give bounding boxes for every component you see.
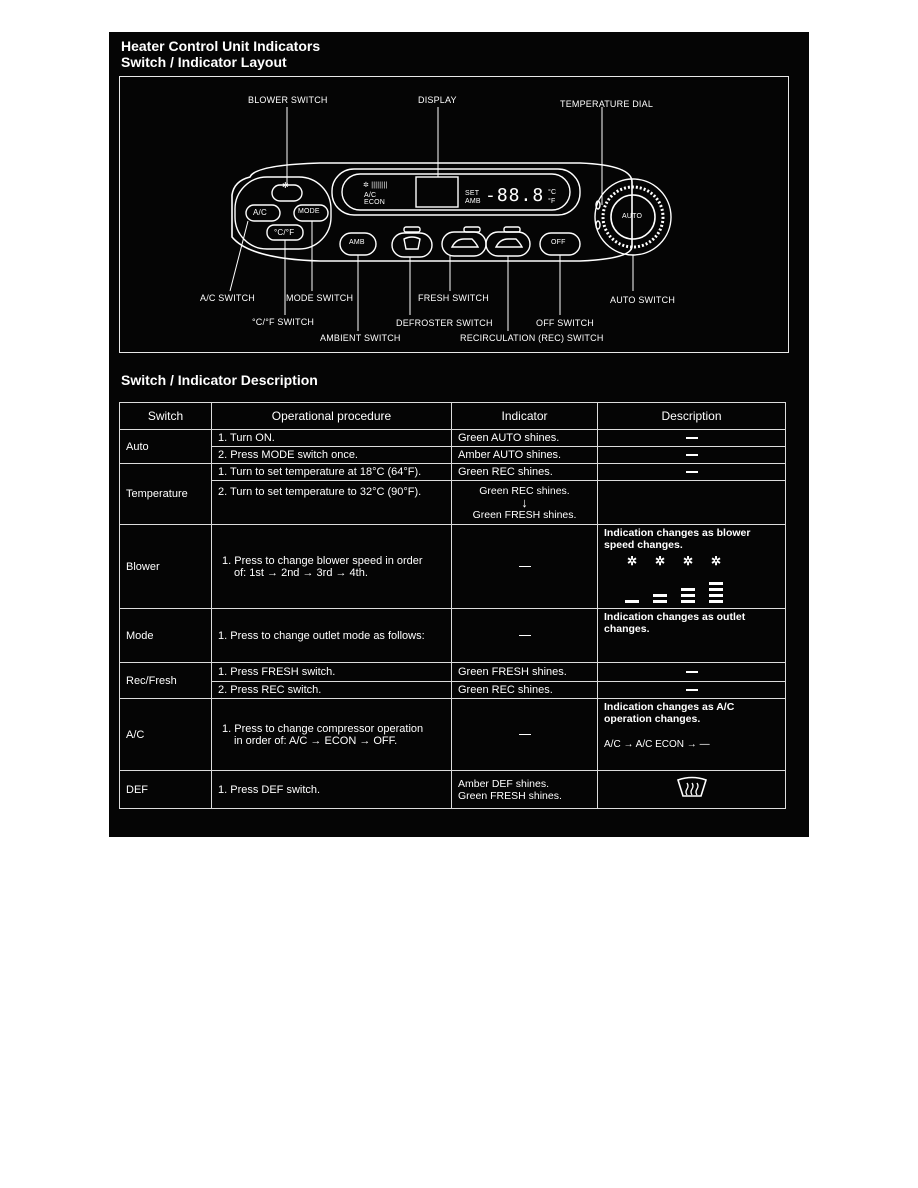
heading-description: Switch / Indicator Description <box>121 372 318 388</box>
procedure-cell <box>212 525 452 609</box>
table-header-row <box>120 403 786 430</box>
dash-mark <box>686 671 698 673</box>
auto-button[interactable]: AUTO <box>622 213 643 220</box>
procedure-cell: 2. Turn to set temperature to 32°C (90°F). <box>212 481 452 525</box>
switch-name-def: DEF <box>120 771 212 809</box>
procedure-cell: 2. Press REC switch. <box>212 682 452 699</box>
callout-mode-switch: MODE SWITCH <box>286 293 354 303</box>
callout-blower-switch: BLOWER SWITCH <box>248 95 328 105</box>
indicator-line: Green FRESH shines. <box>472 508 577 521</box>
callout-ac-switch: A/C SWITCH <box>200 293 255 303</box>
fan-icon: ✲ <box>682 554 694 568</box>
blower-bar <box>709 588 723 591</box>
indicator-cell <box>452 609 598 663</box>
table-row <box>120 447 786 464</box>
table-row <box>120 609 786 663</box>
dash-mark <box>686 454 698 456</box>
dash-mark <box>686 471 698 473</box>
blower-bars <box>625 571 639 603</box>
dash-mark <box>519 734 531 736</box>
display-ac-label: A/C <box>364 192 377 199</box>
callout-cf-switch: °C/°F SWITCH <box>252 317 315 327</box>
col-header-switch: Switch <box>120 403 212 430</box>
blower-bars <box>653 571 667 603</box>
switch-description-table <box>119 402 786 809</box>
table-row <box>120 663 786 682</box>
heading-title: Heater Control Unit Indicators <box>121 38 321 54</box>
procedure-cell: 1. Press DEF switch. <box>212 771 452 809</box>
description-cell <box>598 682 786 699</box>
indicator-cell: Green FRESH shines. <box>452 663 598 682</box>
dash-mark <box>519 566 531 568</box>
blower-bars <box>709 571 723 603</box>
procedure-cell: 1. Press to change outlet mode as follows: <box>212 609 452 663</box>
blower-level-indicator <box>678 555 698 603</box>
callout-rec-switch: RECIRCULATION (REC) SWITCH <box>460 333 604 343</box>
switch-name-blower: Blower <box>120 525 212 609</box>
description-cell <box>598 430 786 447</box>
procedure-line: 1. Press to change compressor operation <box>222 722 424 735</box>
procedure-line: of: 1st → 2nd → 3rd → 4th. <box>234 566 368 579</box>
control-unit-illustration <box>120 77 788 352</box>
indicator-line: Amber DEF shines. <box>458 777 550 790</box>
callout-ambient-switch: AMBIENT SWITCH <box>320 333 401 343</box>
callout-fresh-switch: FRESH SWITCH <box>418 293 489 303</box>
indicator-cell: Amber AUTO shines. <box>452 447 598 464</box>
display-temp-digits: -88.8 <box>485 185 545 206</box>
switch-name-mode: Mode <box>120 609 212 663</box>
ac-step-sequence: A/C → A/C ECON → — <box>604 739 710 750</box>
procedure-cell <box>212 699 452 771</box>
table-row <box>120 464 786 481</box>
table-row <box>120 699 786 771</box>
display-set-label: SET <box>465 190 480 197</box>
procedure-cell: 2. Press MODE switch once. <box>212 447 452 464</box>
display-econ-label: ECON <box>364 199 386 206</box>
blower-bar <box>625 600 639 603</box>
indicator-cell: Green AUTO shines. <box>452 430 598 447</box>
blower-bars <box>681 571 695 603</box>
blower-bar <box>653 594 667 597</box>
blower-bar <box>681 588 695 591</box>
indicator-cell <box>452 481 598 525</box>
procedure-cell: 1. Turn ON. <box>212 430 452 447</box>
switch-name-ac: A/C <box>120 699 212 771</box>
description-cell <box>598 771 786 809</box>
off-button[interactable]: OFF <box>551 239 566 246</box>
blower-bar <box>709 600 723 603</box>
description-cell <box>598 525 786 609</box>
blower-bar <box>681 594 695 597</box>
description-text: Indication changes as blower speed changes. <box>604 527 751 551</box>
switch-name-temperature: Temperature <box>120 464 212 525</box>
manual-page-panel <box>109 32 809 837</box>
description-cell <box>598 464 786 481</box>
dash-mark <box>686 437 698 439</box>
indicator-line: Green FRESH shines. <box>458 789 562 802</box>
switch-layout-diagram <box>119 76 789 353</box>
indicator-cell: Green REC shines. <box>452 682 598 699</box>
switch-name-recfresh: Rec/Fresh <box>120 663 212 699</box>
down-arrow-icon: ↓ <box>521 494 528 510</box>
display-f-label: °F <box>548 198 556 205</box>
dash-mark <box>686 689 698 691</box>
description-cell <box>598 447 786 464</box>
col-header-indicator: Indicator <box>452 403 598 430</box>
switch-name-auto: Auto <box>120 430 212 464</box>
callout-display: DISPLAY <box>418 95 457 105</box>
indicator-cell <box>452 699 598 771</box>
callout-temperature-dial: TEMPERATURE DIAL <box>560 99 654 109</box>
table-row <box>120 525 786 609</box>
description-cell <box>598 699 786 771</box>
fan-icon: ✲ <box>654 554 666 568</box>
description-cell <box>598 481 786 525</box>
callout-defroster-switch: DEFROSTER SWITCH <box>396 318 493 328</box>
defroster-icon <box>675 776 709 800</box>
indicator-cell: Green REC shines. <box>452 464 598 481</box>
cf-button[interactable]: °C/°F <box>274 228 295 237</box>
table-row <box>120 430 786 447</box>
description-text: Indication changes as A/C operation changes. <box>604 701 735 725</box>
procedure-cell: 1. Press FRESH switch. <box>212 663 452 682</box>
fan-icon: ✲ <box>710 554 722 568</box>
display-amb-label: AMB <box>465 198 481 205</box>
blower-bar <box>681 600 695 603</box>
indicator-cell <box>452 525 598 609</box>
description-cell: Indication changes as outlet changes. <box>598 609 786 663</box>
heading-layout: Switch / Indicator Layout <box>121 54 287 70</box>
ac-button[interactable]: A/C <box>253 208 267 217</box>
procedure-line: 1. Press to change blower speed in order <box>222 554 423 567</box>
blower-bar <box>709 582 723 585</box>
blower-button-icon[interactable]: ✲ <box>282 181 289 190</box>
display-c-label: °C <box>548 189 557 196</box>
callout-off-switch: OFF SWITCH <box>536 318 594 328</box>
mode-button[interactable]: MODE <box>298 208 320 215</box>
procedure-line: in order of: A/C → ECON → OFF. <box>234 734 398 747</box>
col-header-description: Description <box>598 403 786 430</box>
amb-button[interactable]: AMB <box>349 239 365 246</box>
blower-level-indicator <box>650 555 670 603</box>
blower-level-indicator <box>706 555 726 603</box>
table-row <box>120 771 786 809</box>
description-cell <box>598 663 786 682</box>
col-header-procedure: Operational procedure <box>212 403 452 430</box>
fan-icon: ✲ <box>626 554 638 568</box>
table-row <box>120 682 786 699</box>
procedure-cell: 1. Turn to set temperature at 18°C (64°F). <box>212 464 452 481</box>
indicator-cell <box>452 771 598 809</box>
blower-level-indicator <box>622 555 642 603</box>
blower-bar <box>709 594 723 597</box>
blower-bar <box>653 600 667 603</box>
callout-auto-switch: AUTO SWITCH <box>610 295 676 305</box>
table-row <box>120 481 786 525</box>
indicator-line: Green REC shines. <box>479 484 570 497</box>
display-fan-icon: ✲ |||||||| <box>363 182 388 189</box>
dash-mark <box>519 635 531 637</box>
blower-level-icons <box>622 555 726 603</box>
